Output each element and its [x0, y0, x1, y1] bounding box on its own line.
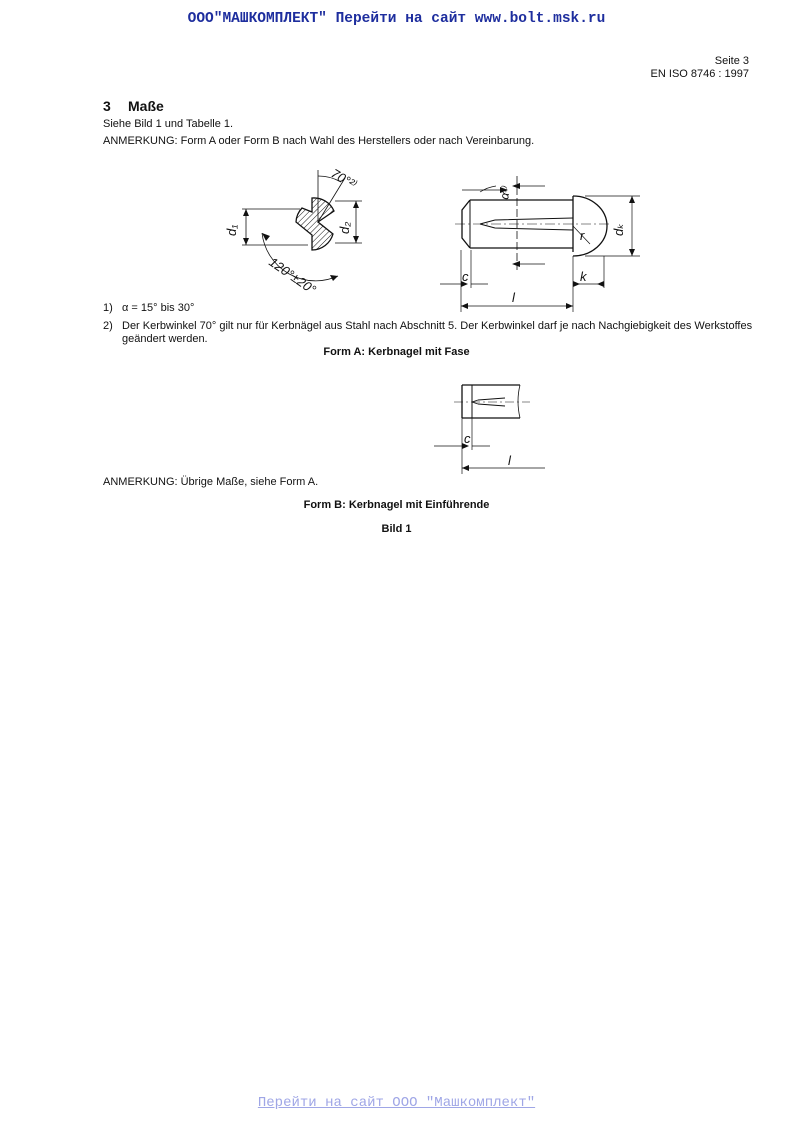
footnote-text: Der Kerbwinkel 70° gilt nur für Kerbnägel aus Stahl nach Abschnitt 5. Der Kerbwinkel darf je nach Nachgiebigkeit des Werkstoffes geändert werden. [122, 320, 753, 345]
label-d1: d₁ [224, 224, 239, 236]
section-title: Maße [128, 98, 164, 114]
label-l-small: l [508, 453, 511, 468]
section-number: 3 [103, 98, 111, 114]
caption-form-a: Form A: Kerbnagel mit Fase [323, 346, 470, 358]
figure-small-drawing [0, 0, 793, 480]
label-r: r [580, 228, 585, 243]
site-banner-link[interactable]: ООО"МАШКОМПЛЕКТ" Перейти на сайт www.bolt.msk.ru [187, 11, 606, 27]
caption-bild: Bild 1 [381, 523, 412, 535]
footnote-mark: 1) [103, 302, 113, 314]
label-l: l [512, 290, 515, 305]
label-k: k [580, 269, 587, 284]
section-note: ANMERKUNG: Form A oder Form B nach Wahl des Herstellers oder nach Vereinbarung. [103, 135, 535, 147]
note-form-a: ANMERKUNG: Übrige Maße, siehe Form A. [103, 476, 319, 488]
caption-form-b: Form B: Kerbnagel mit Einführende [303, 499, 490, 511]
label-alpha: α¹⁾ [497, 184, 514, 201]
form-a-view [434, 385, 545, 474]
section-intro: Siehe Bild 1 und Tabelle 1. [103, 118, 234, 130]
footnote-mark: 2) [103, 320, 113, 332]
label-c: c [462, 269, 469, 284]
standard-number: EN ISO 8746 : 1997 [650, 68, 749, 80]
label-d2: d₂ [337, 221, 352, 234]
footer-site-link[interactable]: Перейти на сайт ООО "Машкомплект" [257, 1095, 536, 1111]
label-dk: dₖ [611, 223, 626, 236]
footnote-text: α = 15° bis 30° [122, 302, 195, 314]
label-c-small: c [464, 431, 471, 446]
label-angle-notch: 70°²⁾ [328, 165, 360, 193]
label-angle-120: 120°±20° [266, 254, 319, 298]
page-number: Seite 3 [714, 55, 749, 67]
